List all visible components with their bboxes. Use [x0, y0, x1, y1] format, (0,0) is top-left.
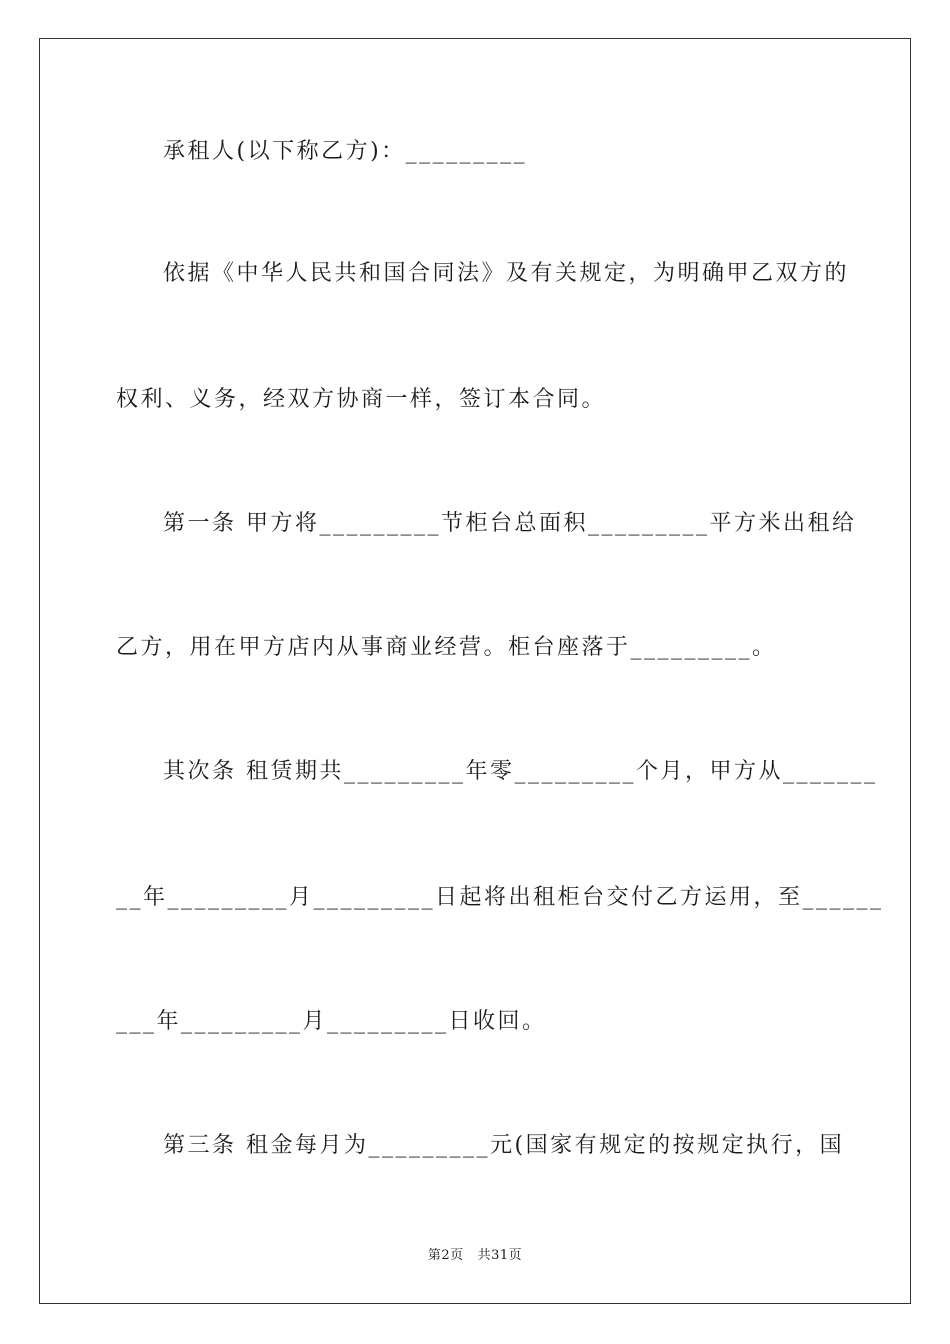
article-1-line-1: 第一条 甲方将_________节柜台总面积_________平方米出租给 — [163, 511, 857, 536]
article-3-line-1: 第三条 租金每月为_________元(国家有规定的按规定执行，国 — [163, 1133, 845, 1158]
page-border — [39, 38, 911, 1304]
article-1-line-2: 乙方，用在甲方店内从事商业经营。柜台座落于_________。 — [116, 635, 777, 660]
page-total: 共31页 — [477, 1248, 523, 1263]
lessee-line: 承租人(以下称乙方)：_________ — [163, 139, 528, 164]
article-2-line-1: 其次条 租赁期共_________年零_________个月，甲方从_______ — [163, 759, 878, 784]
preamble-line-1: 依据《中华人民共和国合同法》及有关规定，为明确甲乙双方的 — [163, 261, 850, 286]
page-number: 第2页 — [427, 1248, 464, 1263]
preamble-line-2: 权利、义务，经双方协商一样，签订本合同。 — [116, 387, 607, 412]
article-2-line-3: ___年_________月_________日收回。 — [116, 1009, 547, 1034]
page-footer — [0, 1246, 950, 1266]
article-2-line-2: __年_________月_________日起将出租柜台交付乙方运用，至______ — [116, 885, 884, 910]
